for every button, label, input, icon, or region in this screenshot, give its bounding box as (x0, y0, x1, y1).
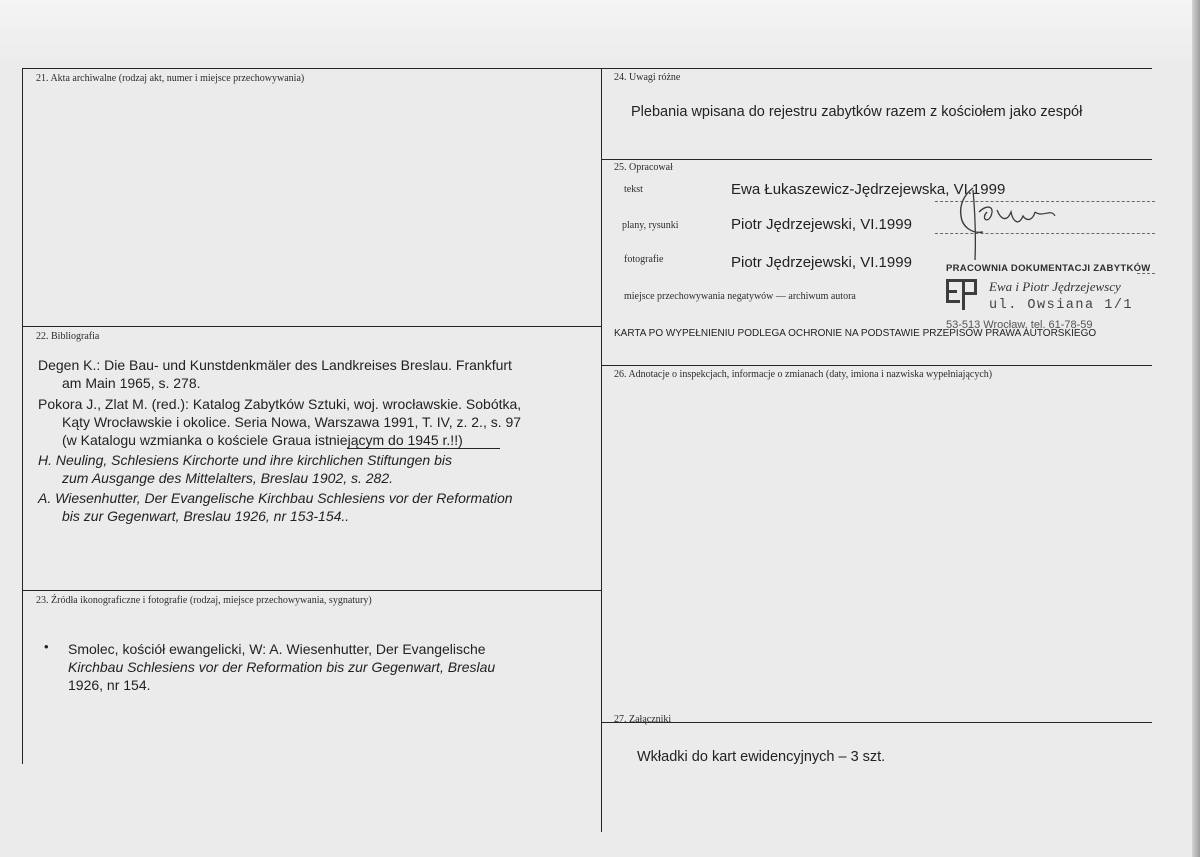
copyright-notice: KARTA PO WYPEŁNIENIU PODLEGA OCHRONIE NA PODSTAWIE PRZEPISÓW PRAWA AUTORSKIEGO (614, 328, 1097, 339)
bibliography-line: Kąty Wrocławskie i okolice. Seria Nowa, Warszawa 1991, T. IV, z. 2., s. 97 (62, 414, 522, 430)
field-25-label: 25. Opracował (614, 162, 673, 173)
bibliography-line: Pokora J., Zlat M. (red.): Katalog Zabytków Sztuki, woj. wrocławskie. Sobótka, (38, 396, 522, 412)
top-rule (22, 68, 1152, 69)
field-23-label: 23. Źródła ikonograficzne i fotografie (rodzaj, miejsce przechowywania, sygnatury) (36, 595, 372, 606)
stamp-names: Ewa i Piotr Jędrzejewscy (989, 279, 1121, 294)
bibliography-line: bis zur Gegenwart, Breslau 1926, nr 153-154.. (62, 508, 350, 524)
stamp-title: PRACOWNIA DOKUMENTACJI ZABYTKÓW (946, 263, 1151, 274)
source-line: 1926, nr 154. (68, 677, 151, 693)
negatives-location: miejsce przechowywania negatywów — archiwum autora (624, 291, 856, 302)
source-line: Kirchbau Schlesiens vor der Reformation bis zur Gegenwart, Breslau (68, 659, 496, 675)
column-divider (601, 68, 602, 832)
stamp-street: ul. Owsiana 1/1 (989, 298, 1134, 313)
underline-istniejacym (347, 448, 500, 449)
attachments-text: Wkładki do kart ewidencyjnych – 3 szt. (637, 749, 886, 765)
rule-field-26 (601, 365, 1152, 366)
left-border (22, 68, 23, 764)
scan-right-edge (1192, 0, 1200, 857)
field-27-label: 27. Załączniki (614, 714, 672, 725)
remarks-text: Plebania wpisana do rejestru zabytków razem z kościołem jako zespół (631, 104, 1083, 120)
bibliography-line: Degen K.: Die Bau- und Kunstdenkmäler des Landkreises Breslau. Frankfurt (38, 357, 512, 373)
rule-field-27 (601, 722, 1152, 723)
list-bullet: • (44, 639, 49, 654)
bibliography-line: zum Ausgange des Mittelalters, Breslau 1902, s. 282. (62, 470, 393, 486)
source-line: Smolec, kościół ewangelicki, W: A. Wiesenhutter, Der Evangelische (68, 641, 486, 657)
bibliography-line: A. Wiesenhutter, Der Evangelische Kirchbau Schlesiens vor der Reformation (38, 490, 513, 506)
bibliography-line: am Main 1965, s. 278. (62, 375, 201, 391)
bibliography-line: (w Katalogu wzmianka o kościele Graua istniejącym do 1945 r.!!) (62, 432, 463, 448)
field-21-label: 21. Akta archiwalne (rodzaj akt, numer i miejsce przechowywania) (36, 73, 305, 84)
field-24-label: 24. Uwagi różne (614, 72, 681, 83)
stamp-logo-icon (944, 276, 980, 312)
author-photos-value: Piotr Jędrzejewski, VI.1999 (731, 254, 912, 271)
row-label-text: tekst (624, 184, 643, 195)
author-drawings-value: Piotr Jędrzejewski, VI.1999 (731, 216, 912, 233)
bibliography-line: H. Neuling, Schlesiens Kirchorte und ihre kirchlichen Stiftungen bis (38, 452, 452, 468)
dashed-line (1137, 273, 1155, 274)
scan-top-margin (0, 0, 1200, 58)
author-text-value: Ewa Łukaszewicz-Jędrzejewska, VI.1999 (731, 181, 1006, 198)
row-label-drawings: plany, rysunki (622, 220, 679, 231)
field-26-label: 26. Adnotacje o inspekcjach, informacje o zmianach (daty, imiona i nazwiska wypełniających) (614, 369, 993, 380)
rule-field-25 (601, 159, 1152, 160)
field-22-label: 22. Bibliografia (36, 331, 100, 342)
rule-field-22 (22, 326, 601, 327)
stamp-city: 53-513 Wrocław, tel. 61-78-59 (946, 319, 1093, 331)
rule-field-23 (22, 590, 601, 591)
signature-icon (935, 182, 1075, 262)
row-label-photos: fotografie (624, 254, 664, 265)
